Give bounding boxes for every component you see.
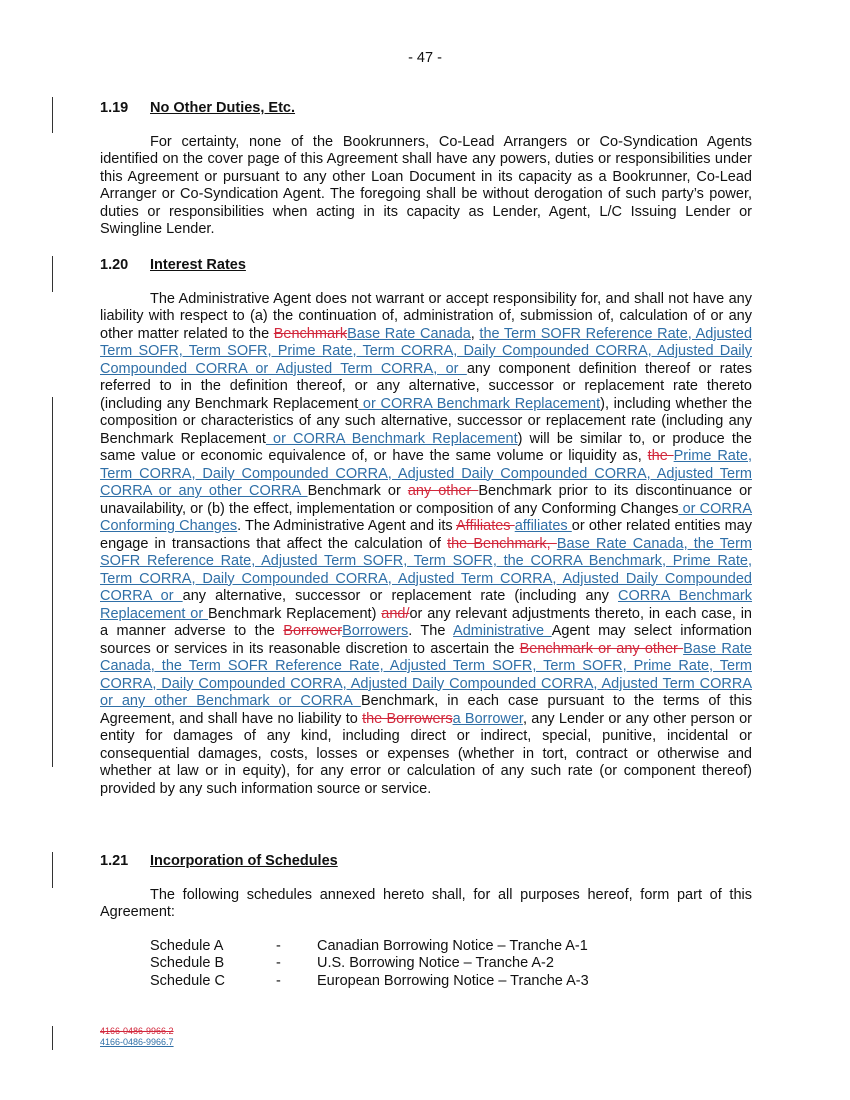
section-paragraph [100,291,752,799]
text-run: Benchmark prior to its discontinuance or unavailability, or (b) the effect, implementation or composition of any Conforming Changes [100,483,752,517]
schedule-row [150,973,752,991]
schedule-name: Schedule B [150,955,225,971]
document-id-footer [100,1026,174,1048]
schedule-name: Schedule C [150,972,225,989]
section-1-20 [100,257,752,798]
text-run: or any relevant adjustments thereto, in each case, in a manner adverse to the [100,605,752,639]
deleted-text: any other [407,483,479,499]
deleted-text: Borrower [283,623,343,639]
schedule-dash: - [276,955,281,971]
section-paragraph: The following schedules annexed hereto shall, for all purposes hereof, form part of this Agreement: [100,886,752,920]
text-run: . The Administrative Agent and its [237,518,457,534]
inserted-text: CORRA Benchmark Replacement or [100,588,753,622]
deleted-text: and/ [381,605,410,622]
section-number: 1.21 [100,853,129,869]
schedule-list [150,938,752,991]
old-document-id: 4166-0486-9966.2 [100,1026,174,1036]
section-title: No Other Duties, Etc. [150,100,296,116]
section-paragraph: For certainty, none of the Bookrunners, Co-Lead Arrangers or Co-Syndication Agents identified on the cover page of this Agreement shall have any powers, duties or responsibilities under this Agreement or pursuant to any other Loan Document in its capacity as a Bookrunner, Co-Lead Arranger or Co-Syndication Agent. The foregoing shall be without derogation of such party’s power, duties or responsibilities when acting in its capacity as Lender, Agent, L/C Issuing Lender or Swingline Lender. [100,133,752,237]
text-run: or other related entities may engage in transactions that affect the calculation of [100,518,752,552]
text-run: . The [408,623,454,639]
inserted-text: affiliates [514,518,572,534]
inserted-text: Borrowers [342,623,409,639]
inserted-text: or CORRA Benchmark Replacement [265,430,518,447]
inserted-text: a Borrower [452,710,523,727]
section-heading [100,257,752,275]
text-run: Agent may select information sources or services in its reasonable discretion to ascertain the [100,623,752,657]
inserted-text: Administrative [453,623,552,639]
schedule-name: Schedule A [150,937,224,954]
inserted-text: Base Rate Canada [347,325,471,342]
text-run: any alternative, successor or replacement rate (including any [182,588,619,604]
text-run: Benchmark or [307,483,408,499]
page-number: - 47 - [408,50,442,66]
section-heading [100,853,752,871]
new-document-id: 4166-0486-9966.7 [100,1037,174,1047]
text-run: ), including whether the composition or characteristics of any such alternative, successor or replacement rate (including any Benchmark Replacement [100,395,753,447]
schedule-description: Canadian Borrowing Notice – Tranche A-1 [317,937,588,954]
text-run: , [470,325,480,342]
inserted-text: Base Rate Canada, the Term SOFR Reference Rate, Adjusted Term SOFR, Term SOFR, the CORRA Benchmark, Prime Rate, Term CORRA, Daily Compounded CORRA, Adjusted Term CORRA, Adjusted Daily Compounded CORRA or [100,535,753,604]
inserted-text: Base Rate Canada, the Term SOFR Reference Rate, Adjusted Term SOFR, Term SOFR, Prime Rate, Term CORRA, Daily Compounded CORRA, Adjusted Daily Compounded CORRA, Adjusted Term CORRA or any other Benchmark or CORRA [100,640,752,709]
change-bar [52,1026,53,1050]
schedule-row [150,955,752,973]
section-title: Interest Rates [150,257,246,273]
schedule-row [150,938,752,956]
change-bar [52,97,53,133]
section-1-21 [100,853,752,990]
section-heading [100,100,752,118]
text-run: Benchmark Replacement) [207,605,382,622]
schedule-dash: - [276,972,281,989]
text-run: Benchmark, in each case pursuant to the terms of this Agreement, and shall have no liability to [100,693,752,727]
section-number: 1.20 [100,257,129,273]
section-1-19 [100,100,752,239]
deleted-text: Benchmark [273,325,348,342]
schedule-description: U.S. Borrowing Notice – Tranche A-2 [317,955,554,971]
section-title: Incorporation of Schedules [150,853,338,869]
schedule-dash: - [276,937,281,954]
text-run: ) will be similar to, or produce the same value or economic equivalence of, or have the same volume or liquidity as, [100,430,752,464]
inserted-text: the Term SOFR Reference Rate, Adjusted Term SOFR, Term SOFR, Prime Rate, Term CORRA, Daily Compounded CORRA, Adjusted Daily Compounded CORRA or Adjusted Term CORRA, or [100,325,753,377]
deleted-text: the Benchmark, [447,535,557,552]
schedule-description: European Borrowing Notice – Tranche A-3 [317,972,589,989]
deleted-text: Benchmark or any other [519,640,684,657]
text-run: , any Lender or any other person or entity for damages of any kind, including direct or indirect, special, punitive, incidental or consequential damages, costs, losses or expenses (whether in tort, contract or otherwise and whether at law or in equity), for any error or calculation of any such rate (or component thereof) provided by any such information source or service. [100,710,752,797]
deleted-text: Affiliates [456,518,515,534]
inserted-text: or CORRA Benchmark Replacement [358,395,601,412]
change-bar [52,397,53,767]
deleted-text: the [647,448,674,464]
text-run: any component definition thereof or rates referred to in the definition thereof, or any alternative, successor or replacement rate thereto (including any Benchmark Replacement [100,360,752,412]
change-bar [52,256,53,292]
section-number: 1.19 [100,100,129,116]
text-run: The Administrative Agent does not warrant or accept responsibility for, and shall not have any liability with respect to (a) the continuation of, administration of, submission of, calculation of or any other matter related to the [100,290,752,342]
inserted-text: Prime Rate, Term CORRA, Daily Compounded CORRA, Adjusted Daily Compounded CORRA, Adjusted Term CORRA or any other CORRA [100,448,752,499]
inserted-text: or CORRA Conforming Changes [100,500,752,534]
change-bar [52,852,53,888]
deleted-text: the Borrowers [362,710,453,727]
